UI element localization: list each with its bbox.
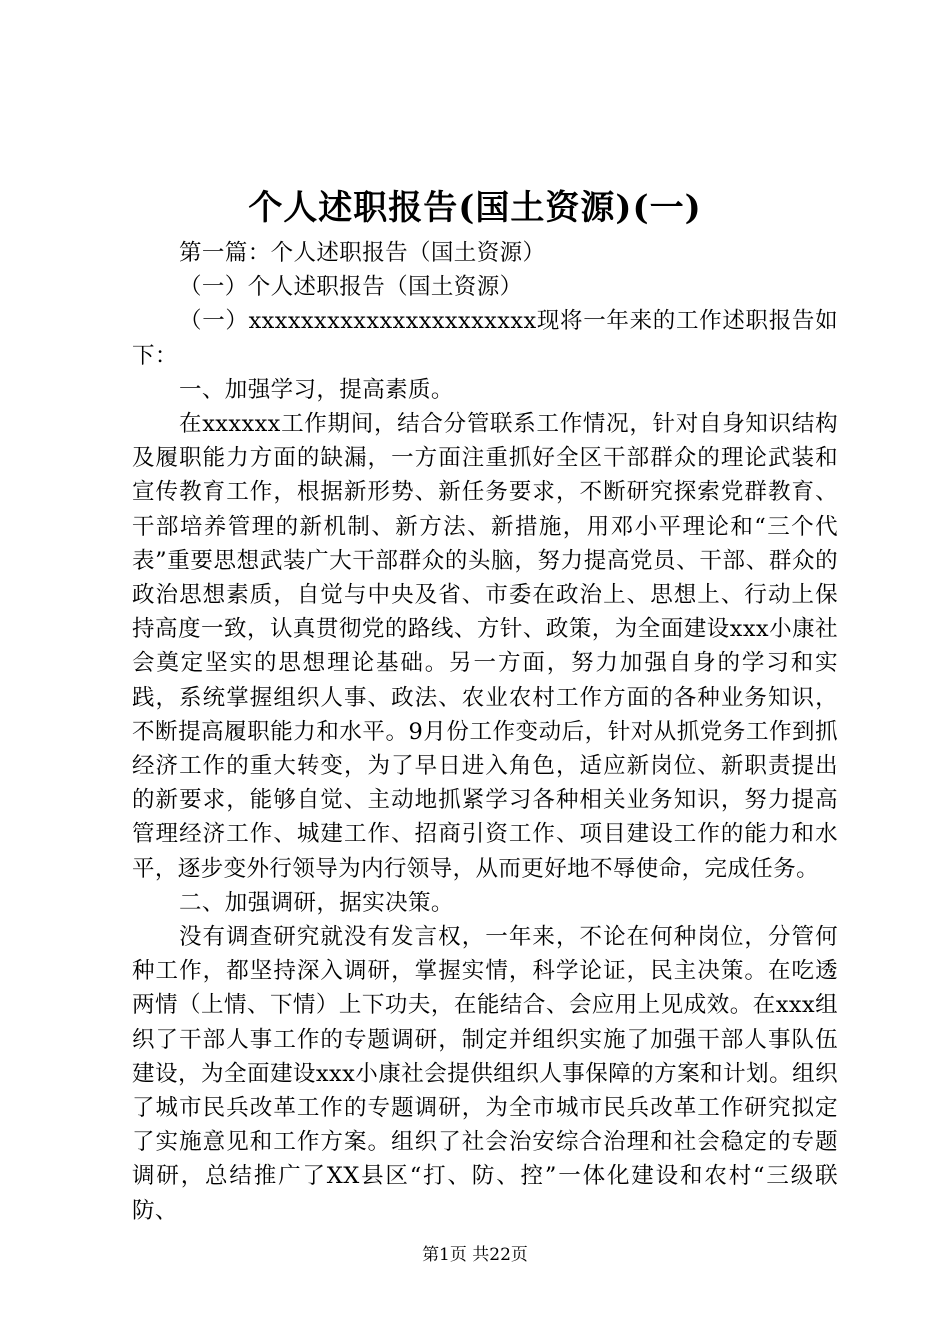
subsection-heading: （一）个人述职报告（国土资源）	[179, 274, 523, 301]
heading-research: 二、加强调研，据实决策。	[179, 889, 454, 916]
paragraph-study: 在xxxxxx工作期间，结合分管联系工作情况，针对自身知识结构及履职能力方面的缺漏，一方面注重抓好全区干部群众的理论武装和宣传教育工作，根据新形势、新任务要求，不断研究探索党群教育、干部培养管理的新机制、新方法、新措施，用邓小平理论和“三个代表”重要思想武装广大干部群众的头脑，努力提高党员、干部、群众的政治思想素质，自觉与中央及省、市委在政治上、思想上、行动上保持高度一致，认真贯彻党的路线、方针、政策，为全面建设xxx小康社会奠定坚实的思想理论基础。另一方面，努力加强自身的学习和实践，系统掌握组织人事、政法、农业农村工作方面的各种业务知识，不断提高履职能力和水平。9月份工作变动后，针对从抓党务工作到抓经济工作的重大转变，为了早日进入角色，适应新岗位、新职责提出的新要求，能够自觉、主动地抓紧学习各种相关业务知识，努力提高管理经济工作、城建工作、招商引资工作、项目建设工作的能力和水平，逐步变外行领导为内行领导，从而更好地不辱使命，完成任务。	[132, 411, 838, 882]
paragraph-research: 没有调查研究就没有发言权，一年来，不论在何种岗位，分管何种工作，都坚持深入调研，掌握实情，科学论证，民主决策。在吃透两情（上情、下情）上下功夫，在能结合、会应用上见成效。在xxx组织了干部人事工作的专题调研，制定并组织实施了加强干部人事队伍建设，为全面建设xxx小康社会提供组织人事保障的方案和计划。组织了城市民兵改革工作的专题调研，为全市城市民兵改革工作研究拟定了实施意见和工作方案。组织了社会治安综合治理和社会稳定的专题调研，总结推广了XX县区“打、防、控”一体化建设和农村“三级联防、	[132, 924, 838, 1224]
page-number-footer: 第1页 共22页	[422, 1245, 528, 1265]
intro-paragraph: （一）xxxxxxxxxxxxxxxxxxxxxx现将一年来的工作述职报告如下：	[132, 308, 838, 369]
document-body	[132, 236, 838, 1228]
heading-study: 一、加强学习，提高素质。	[179, 376, 454, 403]
document-title: 个人述职报告(国土资源)(一)	[248, 188, 702, 228]
section-heading: 第一篇：个人述职报告（国土资源）	[179, 240, 546, 266]
